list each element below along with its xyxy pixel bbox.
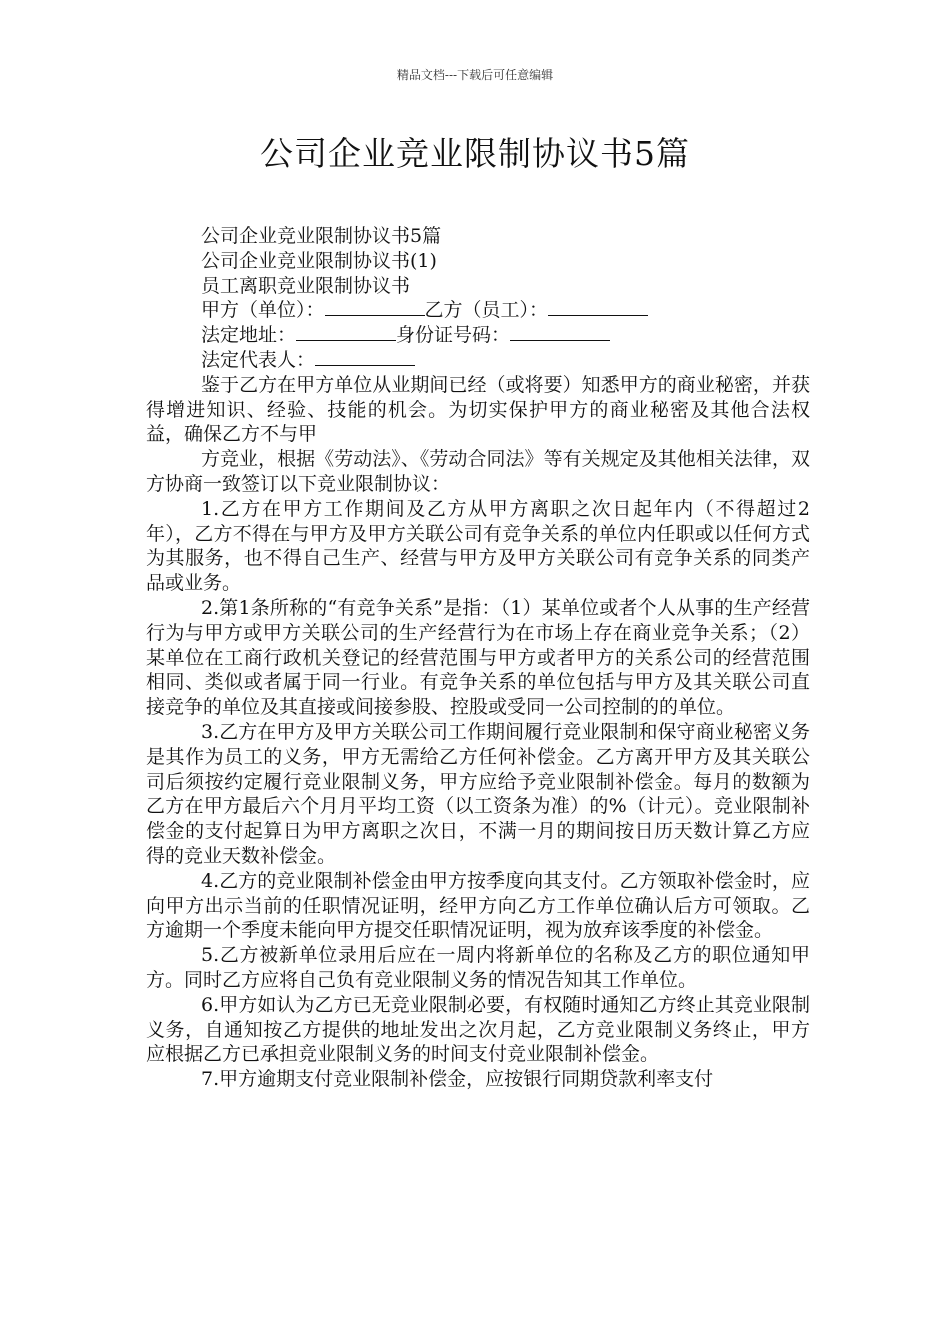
document-body [146, 224, 810, 1092]
id-number-blank [510, 323, 610, 341]
paragraph-preamble: 鉴于乙方在甲方单位从业期间已经（或将要）知悉甲方的商业秘密，并获得增进知识、经验、技能的机会。为切实保护甲方的商业秘密及其他合法权益，确保乙方不与甲 [146, 373, 810, 446]
paragraph-clause-1: 1.乙方在甲方工作期间及乙方从甲方离职之次日起年内（不得超过2年），乙方不得在与甲方及甲方关联公司有竞争关系的单位内任职或以任何方式为其服务，也不得自己生产、经营与甲方及甲方关联公司有竞争关系的同类产品或业务。 [146, 497, 810, 595]
subtitle-line: 公司企业竞业限制协议书5篇 [201, 225, 442, 247]
paragraph-clause-4: 4.乙方的竞业限制补偿金由甲方按季度向其支付。乙方领取补偿金时，应向甲方出示当前的任职情况证明，经甲方向乙方工作单位确认后方可领取。乙方逾期一个季度未能向甲方提交任职情况证明，视为放弃该季度的补偿金。 [146, 869, 810, 942]
paragraph-clause-2: 2.第1条所称的“有竞争关系”是指：（1）某单位或者个人从事的生产经营行为与甲方或甲方关联公司的生产经营行为在市场上存在商业竞争关系；（2）某单位在工商行政机关登记的经营范围与甲方或者甲方的关系公司的经营范围相同、类似或者属于同一行业。有竞争关系的单位包括与甲方及其关联公司直接竞争的单位及其直接或间接参股、控股或受同一公司控制的的单位。 [146, 596, 810, 719]
address-label: 法定地址： [201, 324, 297, 347]
address-blank [296, 323, 396, 341]
party-b-label: 乙方（员工）： [424, 299, 549, 322]
paragraph-basis: 方竞业，根据《劳动法》、《劳动合同法》等有关规定及其他相关法律，双方协商一致签订以下竞业限制协议： [146, 448, 810, 495]
paragraph-clause-5: 5.乙方被新单位录用后应在一周内将新单位的名称及乙方的职位通知甲方。同时乙方应将自己负有竞业限制义务的情况告知其工作单位。 [146, 944, 810, 991]
party-a-blank [325, 298, 425, 316]
agreement-name: 员工离职竞业限制协议书 [201, 274, 411, 297]
header-note: 精品文档---下载后可任意编辑 [396, 68, 554, 82]
legal-rep-label: 法定代表人： [201, 348, 316, 371]
legal-rep-blank [315, 348, 415, 366]
document-title: 公司企业竞业限制协议书5篇 [260, 134, 690, 173]
parties-row [146, 298, 810, 323]
party-b-blank [548, 298, 648, 316]
paragraph-clause-3: 3.乙方在甲方及甲方关联公司工作期间履行竞业限制和保守商业秘密义务是其作为员工的义务，甲方无需给乙方任何补偿金。乙方离开甲方及其关联公司后须按约定履行竞业限制义务，甲方应给予竞业限制补偿金。每月的数额为乙方在甲方最后六个月月平均工资（以工资条为准）的%（计元）。竞业限制补偿金的支付起算日为甲方离职之次日，不满一月的期间按日历天数计算乙方应得的竞业天数补偿金。 [146, 720, 810, 867]
party-a-label: 甲方（单位）： [201, 299, 325, 322]
id-number-label: 身份证号码： [396, 324, 511, 347]
paragraph-clause-6: 6.甲方如认为乙方已无竞业限制必要，有权随时通知乙方终止其竞业限制义务，自通知按乙方提供的地址发出之次月起，乙方竞业限制义务终止，甲方应根据乙方已承担竞业限制义务的时间支付竞业限制补偿金。 [146, 993, 810, 1066]
legal-rep-row [146, 348, 810, 373]
paragraph-clause-7: 7.甲方逾期支付竞业限制补偿金，应按银行同期贷款利率支付 [201, 1068, 714, 1091]
section-heading: 公司企业竞业限制协议书(1) [201, 249, 437, 272]
address-row [146, 323, 810, 348]
